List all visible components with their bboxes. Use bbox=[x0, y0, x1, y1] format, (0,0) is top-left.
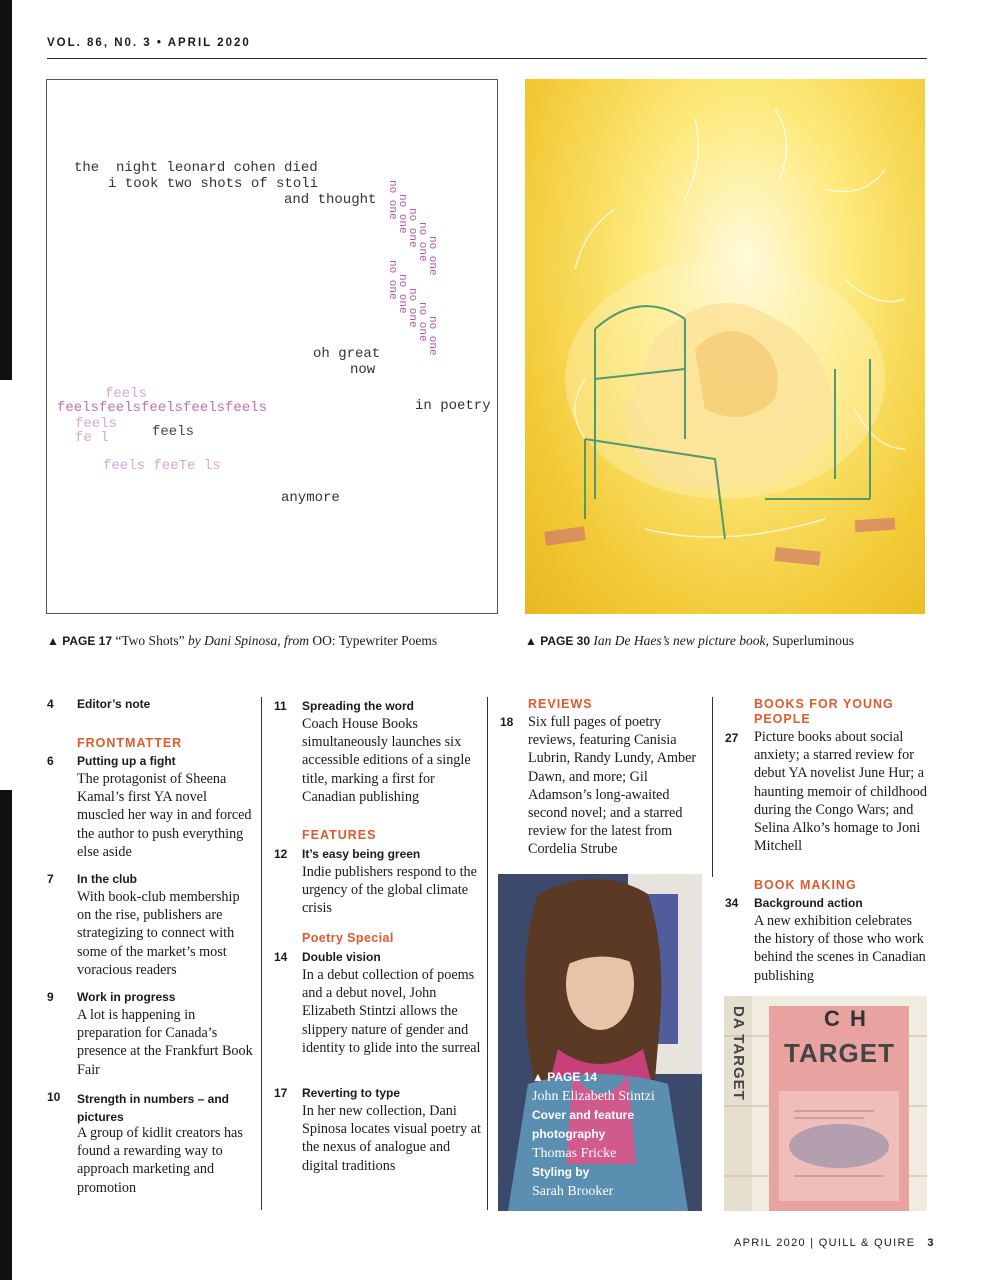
typewriter-poem-image bbox=[46, 79, 498, 614]
poster-main-text: TARGET bbox=[784, 1038, 895, 1068]
caption-page-label: ▲ PAGE 30 bbox=[525, 634, 591, 648]
poem-vertical-word: no one bbox=[406, 288, 418, 328]
poster-top-text: C H bbox=[824, 1006, 868, 1031]
toc-title[interactable]: Putting up a fight bbox=[77, 754, 176, 768]
poem-vertical-word: no one bbox=[426, 236, 438, 276]
toc-page-number: 14 bbox=[274, 950, 288, 964]
toc-page-number: 6 bbox=[47, 754, 54, 768]
caption-book: OO: Typewriter Poems bbox=[312, 633, 438, 648]
poster-side-text: DA TARGET bbox=[730, 1006, 747, 1101]
poem-feels: feels bbox=[152, 424, 195, 440]
caption-left bbox=[47, 633, 437, 649]
poem-vertical-word: no one bbox=[396, 194, 408, 234]
header-rule bbox=[47, 58, 927, 59]
toc-page-number: 34 bbox=[725, 896, 739, 910]
toc-title[interactable]: It’s easy being green bbox=[302, 847, 421, 861]
toc-page-number: 11 bbox=[274, 699, 287, 713]
caption-book: Superluminous bbox=[768, 633, 854, 648]
toc-description: A lot is happening in preparation for Canada’s presence at the Frankfurt Book Fair bbox=[77, 1007, 253, 1078]
toc-title[interactable]: Background action bbox=[754, 896, 863, 910]
poem-feels: feels feeTe ls bbox=[103, 458, 221, 474]
photo-subject-name: John Elizabeth Stintzi bbox=[532, 1089, 655, 1104]
toc-description: In her new collection, Dani Spinosa locates visual poetry at the nexus of analogue and digital traditions bbox=[302, 1103, 481, 1174]
toc-page-number: 27 bbox=[725, 731, 739, 745]
photo-page-label: ▲ PAGE 14 bbox=[532, 1070, 598, 1084]
caption-page-label: ▲ PAGE 17 bbox=[47, 634, 113, 648]
section-heading: BOOK MAKING bbox=[754, 878, 857, 892]
page-number: 3 bbox=[927, 1237, 935, 1249]
column-rule bbox=[261, 697, 262, 1210]
photo-credit: Thomas Fricke bbox=[532, 1146, 617, 1161]
column-rule bbox=[487, 697, 488, 1210]
picture-book-illustration bbox=[525, 79, 925, 614]
toc-description: Coach House Books simultaneously launches six accessible editions of a single title, marking a first for Canadian publishing bbox=[302, 716, 471, 805]
styling-credit: Sarah Brooker bbox=[532, 1184, 614, 1199]
toc-page-number: 18 bbox=[500, 715, 514, 729]
poem-line: in poetry bbox=[415, 398, 491, 414]
section-heading: FRONTMATTER bbox=[77, 736, 183, 750]
poem-line: i took two shots of stoli bbox=[108, 176, 319, 192]
column-rule bbox=[712, 697, 713, 877]
page-footer bbox=[734, 1237, 935, 1249]
toc-title[interactable]: Editor’s note bbox=[77, 697, 151, 711]
poem-line: now bbox=[350, 362, 376, 378]
toc-description: Indie publishers respond to the urgency of the global climate crisis bbox=[302, 864, 477, 917]
poem-line: and thought bbox=[284, 192, 377, 208]
toc-page-number: 9 bbox=[47, 990, 54, 1004]
toc-title[interactable]: Spreading the word bbox=[302, 699, 415, 713]
toc-page-number: 7 bbox=[47, 872, 54, 886]
toc-description: Picture books about social anxiety; a starred review for debut YA novelist June Hur; a haunting memoir of childhood during the Congo Wars; and Selina Alko’s homage to Joni Mitchell bbox=[754, 729, 927, 855]
caption-right bbox=[525, 633, 854, 649]
poem-line: the night leonard cohen died bbox=[74, 160, 318, 176]
footer-issue: APRIL 2020 | QUILL & QUIRE bbox=[734, 1237, 916, 1249]
poem-vertical-word: no one bbox=[386, 260, 398, 300]
poem-vertical-word: no one bbox=[416, 302, 428, 342]
toc-page-number: 4 bbox=[47, 697, 54, 711]
caption-title: “Two Shots” bbox=[115, 633, 185, 648]
poem-line: oh great bbox=[313, 346, 381, 362]
toc-description: In a debut collection of poems and a debut novel, John Elizabeth Stintzi allows the slippery nature of gender and identity to glide into the surreal bbox=[302, 967, 481, 1056]
section-heading: BOOKS FOR YOUNG PEOPLE bbox=[754, 697, 894, 726]
photo-credit-label: Cover and feature photography bbox=[532, 1108, 635, 1141]
toc-title[interactable]: Work in progress bbox=[77, 990, 176, 1004]
poem-feels: feels bbox=[75, 416, 118, 432]
caption-by: by Dani Spinosa, from bbox=[184, 633, 313, 648]
poem-feels: fe l bbox=[75, 430, 109, 446]
poem-vertical-word: no one bbox=[426, 316, 438, 356]
poem-vertical-word: no one bbox=[416, 222, 428, 262]
poem-vertical-word: no one bbox=[386, 180, 398, 220]
caption-by: Ian De Haes’s new picture book, bbox=[593, 633, 769, 648]
bed-illustration bbox=[525, 79, 925, 614]
photo-caption bbox=[532, 1068, 682, 1201]
toc-description: A group of kidlit creators has found a rewarding way to approach marketing and promotion bbox=[77, 1125, 243, 1196]
poem-feels: feelsfeelsfeelsfeelsfeels bbox=[57, 400, 268, 416]
toc-title[interactable]: Double vision bbox=[302, 950, 381, 964]
poem-feels: feels bbox=[105, 386, 148, 402]
exhibition-poster-image bbox=[724, 996, 927, 1211]
poem-vertical-word: no one bbox=[396, 274, 408, 314]
styling-credit-label: Styling by bbox=[532, 1165, 590, 1179]
section-heading: FEATURES bbox=[302, 828, 377, 842]
poem-line: anymore bbox=[281, 490, 340, 506]
poem-vertical-word: no one bbox=[406, 208, 418, 248]
toc-description: With book-club membership on the rise, publishers are strategizing to connect with some of the market’s most voracious readers bbox=[77, 889, 240, 978]
toc-title[interactable]: Strength in numbers – and pictures bbox=[77, 1092, 230, 1124]
edge-bar bbox=[0, 790, 12, 1280]
toc-page-number: 12 bbox=[274, 847, 288, 861]
issue-header: VOL. 86, N0. 3 • APRIL 2020 bbox=[47, 37, 251, 49]
section-heading: REVIEWS bbox=[528, 697, 593, 711]
edge-bar bbox=[0, 0, 12, 380]
toc-description: A new exhibition celebrates the history of those who work behind the scenes in Canadian publishing bbox=[754, 913, 926, 984]
toc-page-number: 17 bbox=[274, 1086, 288, 1100]
toc-title[interactable]: In the club bbox=[77, 872, 137, 886]
toc-title[interactable]: Reverting to type bbox=[302, 1086, 401, 1100]
toc-description: The protagonist of Sheena Kamal’s first YA novel muscled her way in and forced the author to push everything else aside bbox=[77, 771, 252, 860]
toc-page-number: 10 bbox=[47, 1090, 61, 1104]
toc-description: Six full pages of poetry reviews, featuring Canisia Lubrin, Randy Lundy, Amber Dawn, and more; Gil Adamson’s long-awaited second novel; and a starred review for the latest from Cordelia Strube bbox=[528, 714, 697, 858]
section-heading: Poetry Special bbox=[302, 931, 394, 945]
